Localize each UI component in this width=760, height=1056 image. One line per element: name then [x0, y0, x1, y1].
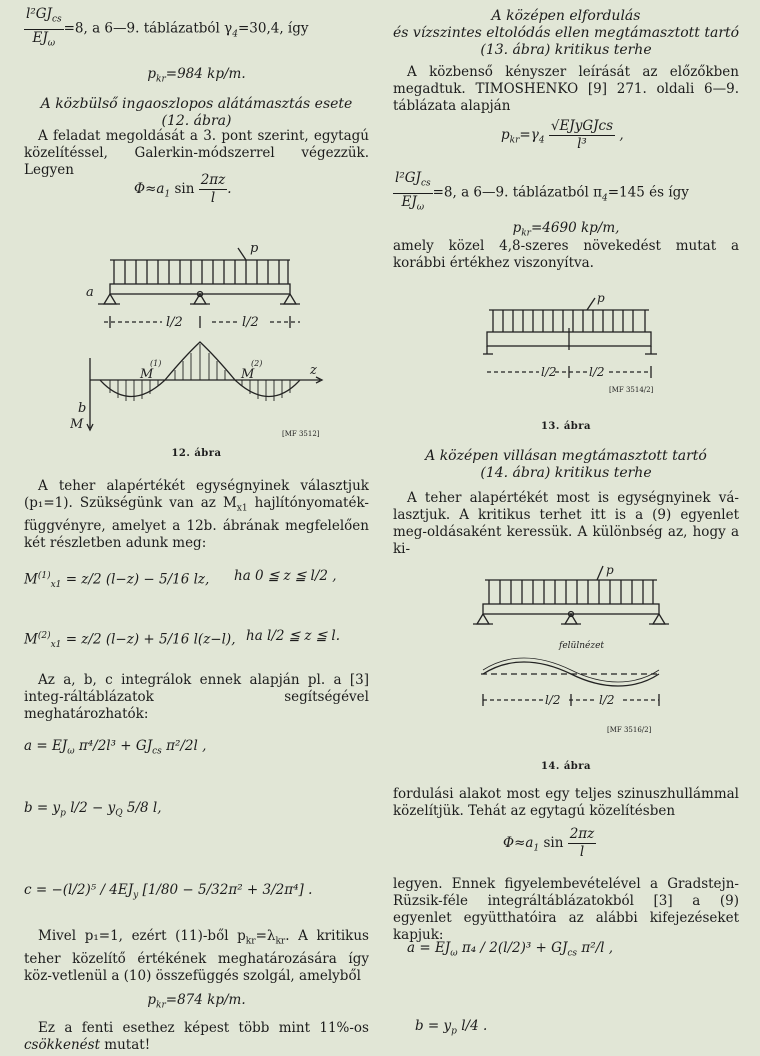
- fig13-label-l2: l/2: [589, 365, 605, 379]
- svg-text:(2): (2): [251, 359, 263, 368]
- figure-12: [70, 238, 370, 443]
- fig14-stamp: [MF 3516/2]: [607, 726, 652, 734]
- section-heading-12: A közbülső ingaoszlopos alátámasztás esete (12. ábra): [40, 96, 353, 129]
- paragraph-mivel: Mivel p₁=1, ezért (11)-ből $p_{kr}=\lambda_{kr}$. A kritikus teher közelítő értékének meghatározására így köz-vetlenül a (10) összefüggés szolgál, amelyből: [24, 928, 369, 984]
- fig14-label-l2: l/2: [599, 693, 615, 707]
- fig12-label-l1: l/2: [166, 315, 183, 330]
- equation-a: $a = EJ_\omega$ $\pi^4/2l^3 + GJ_{cs}$ π²/2l ,: [24, 738, 207, 757]
- fig13-label-l1: l/2: [541, 365, 557, 379]
- equation-phi: $\Phi\approx a_1$ sin $\frac{2\pi z}{l}$ .: [134, 172, 232, 206]
- result-pkr-874: $p_{kr}=874$ kp/m.: [147, 992, 246, 1011]
- caption-13: 13. ábra: [540, 421, 592, 432]
- fig12-stamp: [MF 3512]: [282, 430, 320, 438]
- beam-14: [483, 604, 659, 614]
- result-pkr-4690: $p_{kr}=4690$ kp/m,: [512, 220, 620, 239]
- section-heading-13: A középen elfordulás és vízszintes eltolódás ellen megtámasztott tartó (13. ábra) kritikus terhe: [393, 8, 740, 58]
- paragraph-integrals: Az a, b, c integrálok ennek alapján pl. a [3] integ-ráltáblázatok segítségével meghatározhatók:: [24, 672, 369, 722]
- paragraph-timoshenko: A közbenső kényszer leírását az előzőkben megadtuk. TIMOSHENKO [9] 271. oldali 6—9. táblázata alapján: [393, 64, 739, 114]
- fig12-label-mx1: M: [140, 367, 154, 382]
- figure-14: [473, 562, 673, 752]
- fig14-label-l1: l/2: [545, 693, 561, 707]
- load-arrows: [114, 260, 288, 284]
- support-right: [284, 294, 296, 304]
- support-left: [104, 294, 116, 304]
- paragraph-moment: A teher alapértékét egységnyinek választjuk (p₁=1). Szükségünk van az $M_{x1}$ hajlítónyomaték-függvényre, amelyet a 12b. ábrának megfelelően két részletben adunk meg:: [24, 478, 369, 551]
- fig12-label-mx2: M: [241, 367, 255, 382]
- paragraph-conclusion: Ez a fenti esethez képest több mint 11%-os csökkenést mutat!: [24, 1020, 369, 1053]
- fig13-label-p: p: [597, 292, 605, 305]
- beam-a: [110, 284, 290, 294]
- caption-14: 14. ábra: [540, 761, 592, 772]
- fig12-label-l2: l/2: [242, 315, 259, 330]
- fig12-label-b: b: [78, 401, 87, 416]
- equation-m1: $M^{(1)}_{x1} = z/2$ (l−z) − 5/16 lz,: [24, 571, 210, 591]
- fig12-label-p: p: [250, 241, 259, 256]
- equation-b: $b = y_p$ $l/2 - y_Q$ 5/8 l,: [24, 800, 162, 819]
- section-heading-14: A középen villásan megtámasztott tartó (14. ábra) kritikus terhe: [425, 448, 707, 481]
- left-column: [24, 0, 369, 1056]
- fig14-label-view: felülnézet: [559, 641, 605, 651]
- equation-b-2: $b = y_p$ l/4 .: [415, 1018, 488, 1037]
- equation-phi-2: $\Phi\approx a_1$ sin $\frac{2\pi z}{l}$: [503, 826, 595, 860]
- right-column: [393, 0, 739, 1056]
- result-pkr-984: $p_{kr}=984$ kp/m.: [147, 66, 246, 85]
- paragraph-villasan: A teher alapértékét most is egységnyinek vá-lasztjuk. A kritikus terhet itt is a (9) egyenlet meg-oldásaként keressük. A különbség az, hogy a ki-: [393, 490, 739, 557]
- fig12-label-z: z: [310, 363, 317, 378]
- paragraph-sinewave: fordulási alakot most egy teljes szinuszhullámmal közelítjük. Tehát az egytagú közelítésben: [393, 786, 739, 819]
- load-arrows-14: [489, 580, 653, 604]
- fig14-label-p: p: [606, 563, 614, 577]
- equation-ratio-2: $\frac{l^2GJ_{cs}}{EJ_\omega}$ =8, a 6—9. táblázatból $\pi_4=145$ és így: [395, 170, 689, 213]
- paragraph-increase: amely közel 4,8-szeres növekedést mutat a korábbi értékhez viszonyítva.: [393, 238, 739, 271]
- paragraph-galerkin: A feladat megoldását a 3. pont szerint, egytagú közelítéssel, Galerkin-módszerrel végezzük. Legyen: [24, 128, 369, 178]
- condition-m1: ha 0 ≦ z ≦ l/2 ,: [234, 568, 337, 584]
- condition-m2: ha l/2 ≦ z ≦ l.: [246, 628, 340, 644]
- fig12-label-mx: M: [70, 417, 84, 432]
- equation-a-2: $a = EJ_\omega$ $\pi_4 / 2(l/2)^3 + GJ_{cs}$ π²/l ,: [407, 940, 614, 959]
- svg-text:(1): (1): [150, 359, 162, 368]
- equation-m2: $M^{(2)}_{x1} = z/2$ (l−z) + 5/16 l(z−l),: [24, 631, 236, 651]
- fig12-label-a: a: [86, 285, 94, 300]
- support-middle: [194, 294, 206, 304]
- equation-c: $c = -(l/2)^5 / 4EJ_y$ [1/80 − 5/32π² + 3/2π⁴] .: [24, 882, 313, 901]
- fig13-stamp: [MF 3514/2]: [609, 386, 654, 394]
- equation-ratio-1: $\frac{l^2GJ_{cs}}{EJ_\omega}$ =8, a 6—9. táblázatból $\gamma_4=30,4$, így: [26, 6, 309, 49]
- hatching: [110, 344, 290, 401]
- caption-12: 12. ábra: [171, 448, 222, 459]
- paragraph-gradstejn: legyen. Ennek figyelembevételével a Gradstejn-Rüzsik-féle integráltáblázatokból [3] a (9) egyenlet együtthatóira az alábbi kifejezéseket kapjuk:: [393, 876, 739, 943]
- equation-pkr-gamma: $p_{kr}=\gamma_4$ $\frac{\text{√EJyGJcs}}{\text{l³}}$ ,: [501, 118, 624, 152]
- figure-13: [479, 292, 669, 404]
